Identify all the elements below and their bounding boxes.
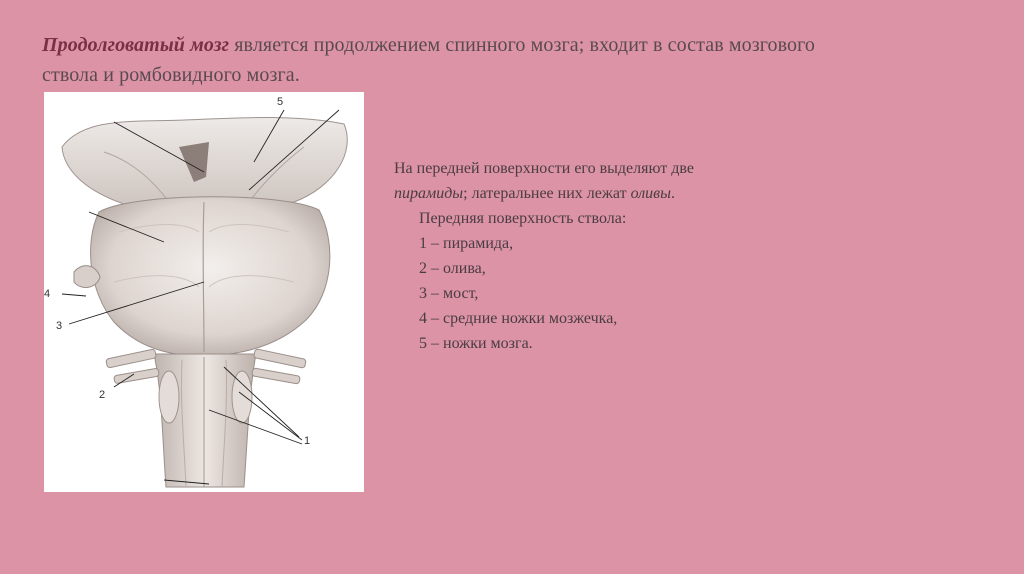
intro-line-1: На передней поверхности его выделяют две <box>394 160 694 177</box>
list-item: 3 – мост, <box>419 285 479 302</box>
structure-subheading: Передняя поверхность ствола: <box>419 210 627 227</box>
list-item: 5 – ножки мозга. <box>419 335 533 352</box>
label-4: 4 <box>44 288 51 300</box>
heading-rest: является продолжением спинного мозга; входит в состав мозгового ствола и ромбовидного мозга. <box>42 34 816 86</box>
brainstem-illustration <box>44 92 364 492</box>
list-item: 4 – средние ножки мозжечка, <box>419 310 618 327</box>
description-block <box>394 156 954 356</box>
list-item: 2 – олива, <box>419 260 486 277</box>
label-5: 5 <box>277 96 284 108</box>
label-3: 3 <box>56 320 63 332</box>
intro-paragraph <box>394 156 954 206</box>
label-1: 1 <box>304 435 311 447</box>
intro-middle: ; латеральнее них лежат <box>463 185 631 202</box>
list-item: 1 – пирамида, <box>419 235 514 252</box>
term-olives: оливы <box>630 185 671 202</box>
heading-term: Продолговатый мозг <box>42 34 230 56</box>
label-2: 2 <box>99 389 106 401</box>
slide-heading <box>42 30 842 90</box>
intro-end: . <box>670 185 675 202</box>
term-pyramids: пирамиды <box>394 185 464 202</box>
